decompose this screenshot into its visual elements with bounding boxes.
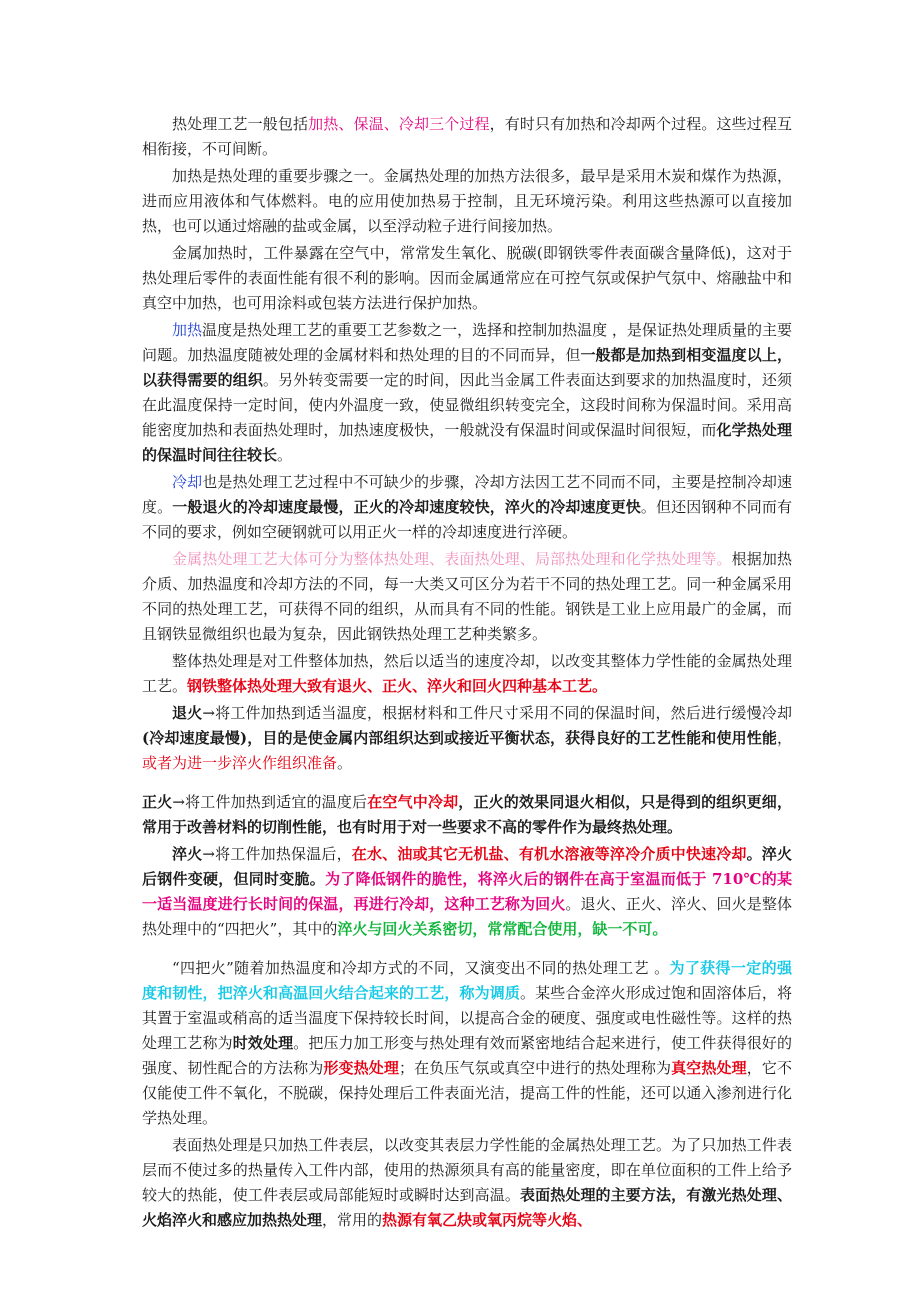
term-cooling: 冷却 xyxy=(172,473,203,491)
bold-hard-brittle: 。淬火后钢件变硬，但同时变脆。 xyxy=(142,845,792,888)
text-run: ， xyxy=(776,729,792,747)
text-run: 。 xyxy=(277,446,293,464)
bold-chemical-holding: 化学热处理的保温时间往往较长 xyxy=(142,421,792,464)
highlight-four-processes: 钢铁整体热处理大致有退火、正火、淬火和回火四种基本工艺。 xyxy=(187,677,608,695)
bold-normalizing-effect: ，正火的效果同退火相似，只是得到的组织更细，常用于改善材料的切削性能，也有时用于对一些要求不高的零件作为最终热处理。 xyxy=(142,793,792,836)
term-heating: 加热 xyxy=(172,321,203,339)
text-run: →将工件加热保温后， xyxy=(202,845,352,863)
paragraph-normalizing xyxy=(142,790,792,840)
text-run: 。退火、正火、淬火、回火是整体热处理中的“四把火”，其中的 xyxy=(142,895,792,938)
paragraph-intro xyxy=(142,112,792,162)
text-run: 。另外转变需要一定的时间，因此当金属工件表面达到要求的加热温度时，还须在此温度保持一定时间，使内外温度一致，使显微组织转变完全，这段时间称为保温时间。采用高能密度加热和表面热处理时，加热速度极快，一般就没有保温时间或保温时间很短，而 xyxy=(142,371,792,439)
text-run: 也是热处理工艺过程中不可缺少的步骤，冷却方法因工艺不同而不同，主要是控制冷却速度。 xyxy=(142,473,792,516)
text-run: 。 xyxy=(337,754,353,772)
text-run: 。但还因钢种不同而有不同的要求，例如空硬钢就可以用正火一样的冷却速度进行淬硬。 xyxy=(142,498,792,541)
term-thermomechanical: 形变热处理 xyxy=(323,1059,400,1077)
highlight-air-cooling: 在空气中冷却 xyxy=(367,793,459,811)
text-run: ；在负压气氛或真空中进行的热处理称为 xyxy=(399,1059,672,1077)
highlight-heat-sources: 热源有氧乙炔或氧丙烷等火焰、 xyxy=(382,1211,593,1229)
term-vacuum-treatment: 真空热处理 xyxy=(671,1059,747,1077)
highlight-quench-temper-relation: 淬火与回火关系密切，常常配合使用，缺一不可。 xyxy=(337,920,668,938)
text-run: →将工件加热到适宜的温度后 xyxy=(172,793,368,811)
term-annealing: 退火 xyxy=(172,704,203,722)
text-run: 根据加热介质、加热温度和冷却方法的不同，每一大类又可区分为若干不同的热处理工艺。同一种金属采用不同的热处理工艺，可获得不同的组织，从而具有不同的性能。钢铁是工业上应用最广的金属，而且钢铁显微组织也最为复杂，因此钢铁热处理工艺种类繁多。 xyxy=(142,550,792,643)
paragraph-categories xyxy=(142,547,792,647)
text-run: 加热是热处理的重要步骤之一。金属热处理的加热方法很多，最早是采用木炭和煤作为热源，进而应用液体和气体燃料。电的应用使加热易于控制，且无环境污染。利用这些热源可以直接加热，也可以通过熔融的盐或金属，以至浮动粒子进行间接加热。 xyxy=(142,167,792,235)
text-run: ，它不仅能使工件不氧化，不脱碳，保持处理后工件表面光洁，提高工件的性能，还可以通入渗剂进行化学热处理。 xyxy=(142,1059,792,1127)
paragraph-overall-treatment xyxy=(142,649,792,699)
term-normalizing: 正火 xyxy=(142,793,173,811)
paragraph-heating-temperature xyxy=(142,318,792,468)
highlight-three-processes: 加热、保温、冷却三个过程 xyxy=(308,115,490,133)
paragraph-cooling xyxy=(142,470,792,545)
text-run: →将工件加热到适当温度，根据材料和工件尺寸采用不同的保温时间，然后进行缓慢冷却 xyxy=(202,704,792,722)
text-run: ，有时只有加热和冷却两个过程。这些过程互相衔接，不可间断。 xyxy=(142,115,792,158)
text-run: 温度是热处理工艺的重要工艺参数之一，选择和控制加热温度 ，是保证热处理质量的主要问题。加热温度随被处理的金属材料和热处理的目的不同而异，但 xyxy=(142,321,792,364)
text-run: “四把火”随着加热温度和冷却方式的不同，又演变出不同的热处理工艺 。 xyxy=(172,959,670,977)
paragraph-annealing xyxy=(142,701,792,776)
bold-phase-change: 一般都是加热到相变温度以上，以获得需要的组织 xyxy=(142,346,792,389)
bold-cooling-speeds: 一般退火的冷却速度最慢，正火的冷却速度较快，淬火的冷却速度更快 xyxy=(172,498,641,516)
text-run: 整体热处理是对工件整体加热，然后以适当的速度冷却，以改变其整体力学性能的金属热处理工艺。 xyxy=(142,652,792,695)
text-run: ，常用的 xyxy=(322,1211,383,1229)
highlight-categories: 金属热处理工艺大体可分为整体热处理、表面热处理、局部热处理和化学热处理等。 xyxy=(172,550,732,568)
bold-surface-methods: 表面热处理的主要方法，有激光热处理、火焰淬火和感应加热热处理 xyxy=(142,1186,792,1229)
highlight-annealing-prep: 或者为进一步淬火作组织准备 xyxy=(142,754,338,772)
highlight-quench-media: 在水、油或其它无机盐、有机水溶液等淬冷介质中快速冷却 xyxy=(351,845,747,863)
paragraph-four-fires xyxy=(142,956,792,1131)
text-run: 金属加热时，工件暴露在空气中，常常发生氧化、脱碳(即钢铁零件表面碳含量降低)，这对于热处理后零件的表面性能有很不利的影响。因而金属通常应在可控气氛或保护气氛中、熔融盐中和真空中加热，也可用涂料或包装方法进行保护加热。 xyxy=(142,244,792,312)
highlight-tempering: 为了降低钢件的脆性，将淬火后的钢件在高于室温而低于 710℃的某一适当温度进行长时间的保温，再进行冷却，这种工艺称为回火 xyxy=(142,870,792,913)
text-run: 表面热处理是只加热工件表层，以改变其表层力学性能的金属热处理工艺。为了只加热工件表层而不使过多的热量传入工件内部，使用的热源须具有高的能量密度，即在单位面积的工件上给予较大的热能，使工件表层或局部能短时或瞬时达到高温。 xyxy=(142,1136,792,1204)
paragraph-quenching xyxy=(142,842,792,942)
paragraph-heating xyxy=(142,164,792,239)
paragraph-oxidation xyxy=(142,241,792,316)
highlight-quench-and-temper: 为了获得一定的强度和韧性，把淬火和高温回火结合起来的工艺，称为调质 xyxy=(142,959,792,1002)
text-run: 。某些合金淬火形成过饱和固溶体后，将其置于室温或稍高的适当温度下保持较长时间，以提高合金的硬度、强度或电性磁性等。这样的热处理工艺称为 xyxy=(142,984,792,1052)
bold-annealing-purpose: (冷却速度最慢)，目的是使金属内部组织达到或接近平衡状态，获得良好的工艺性能和使用性能 xyxy=(142,729,777,747)
term-quenching: 淬火 xyxy=(172,845,203,863)
document-body xyxy=(142,112,792,1235)
text-run: 热处理工艺一般包括 xyxy=(172,115,309,133)
paragraph-surface-treatment xyxy=(142,1133,792,1233)
text-run: 。把压力加工形变与热处理有效而紧密地结合起来进行，使工件获得很好的强度、韧性配合的方法称为 xyxy=(142,1034,792,1077)
term-aging: 时效处理 xyxy=(232,1034,294,1052)
